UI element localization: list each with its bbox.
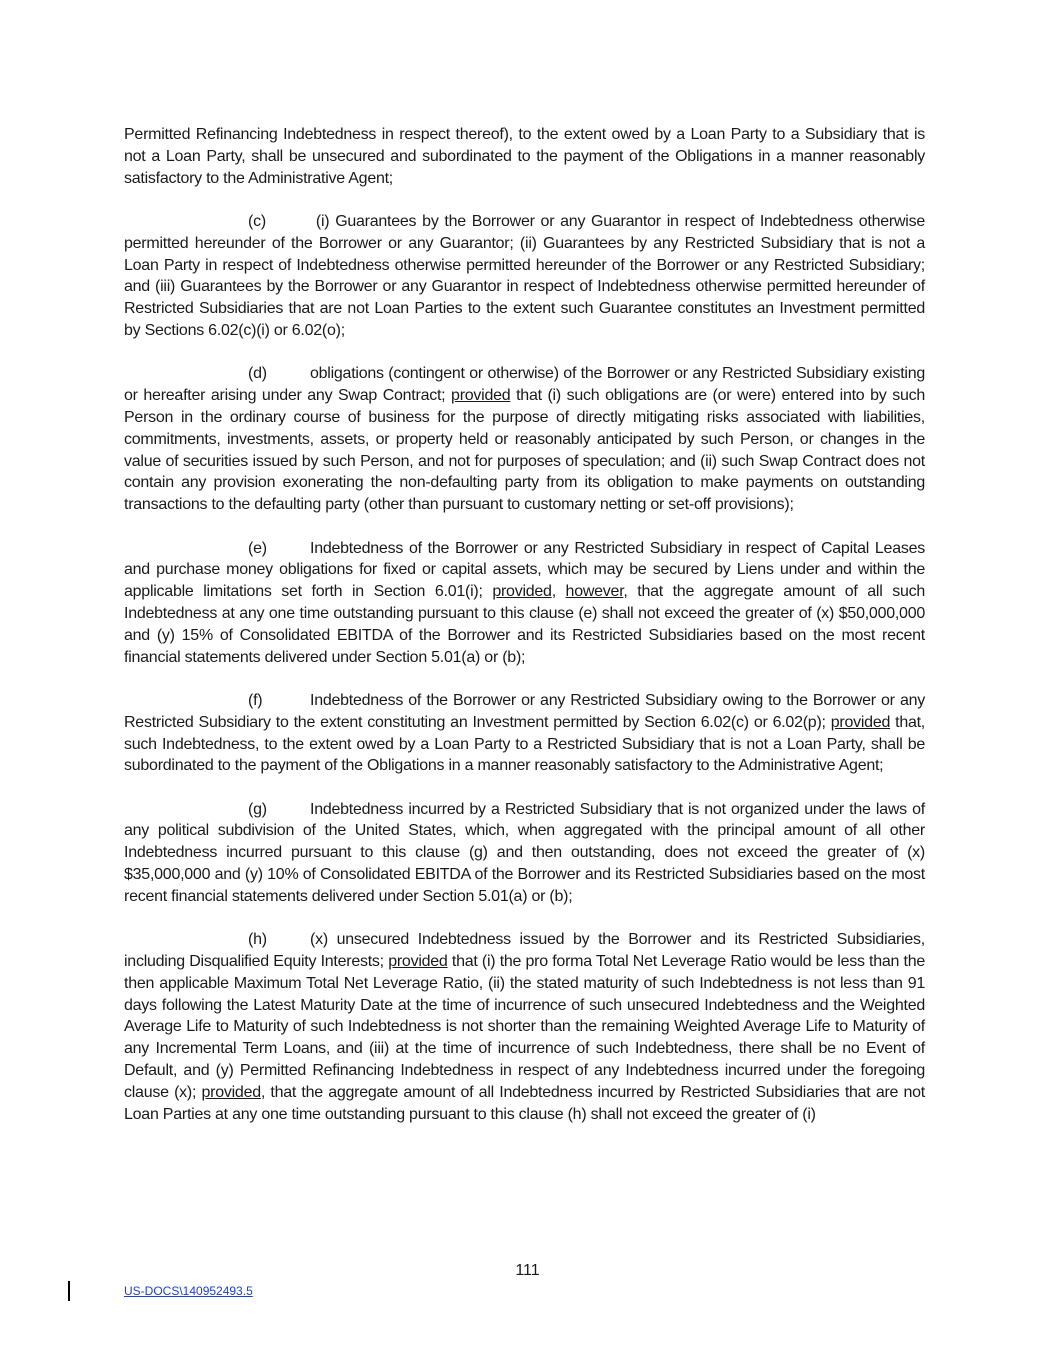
intro-text: Permitted Refinancing Indebtedness in respect thereof), to the extent owed by a Loan Party to a Subsidiary that is not a Loan Party, shall be unsecured and subordinated to the payment of the Obligations in a manner reasonably satisfactory to the Administrative Agent; — [124, 126, 925, 187]
clause-g-text: Indebtedness incurred by a Restricted Subsidiary that is not organized under the laws of any political subdivision of the United States, which, when aggregated with the principal amount of all other Indebtedness incurred pursuant to this clause (g) and then outstanding, does not exceed the greater of (x) $35,000,000 and (y) 10% of Consolidated EBITDA of the Borrower and its Restricted Subsidiaries based on the most recent financial statements delivered under Section 5.01(a) or (b); — [124, 800, 925, 905]
clause-f-paragraph — [124, 690, 925, 777]
clause-f-text-2: that, such Indebtedness, to the extent owed by a Loan Party to a Restricted Subsidiary that is not a Loan Party, shall be subordinated to the payment of the Obligations in a manner reasonably satisfactory to the Administrative Agent; — [124, 713, 926, 775]
clause-d-provided: provided — [451, 387, 511, 405]
clause-f-text-1: Indebtedness of the Borrower or any Restricted Subsidiary owing to the Borrower or any Restricted Subsidiary to the extent constituting an Investment permitted by Section 6.02(c) or 6.02(p); — [124, 691, 925, 731]
clause-d-text-1: obligations (contingent or otherwise) of the Borrower or any Restricted Subsidiary existing or hereafter arising under any Swap Contract; — [124, 365, 925, 405]
clause-e-text-1: Indebtedness of the Borrower or any Restricted Subsidiary in respect of Capital Leases and purchase money obligations for fixed or capital assets, which may be secured by Liens under and within the applicable limitations set forth in Section 6.01(i); — [124, 539, 925, 601]
clause-c-text: (i) Guarantees by the Borrower or any Guarantor in respect of Indebtedness otherwise permitted hereunder of the Borrower or any Guarantor; (ii) Guarantees by any Restricted Subsidiary that is not a Loan Party in respect of Indebtedness otherwise permitted hereunder of the Borrower or any Restricted Subsidiary; and (iii) Guarantees by the Borrower or any Guarantor in respect of Indebtedness otherwise permitted hereunder of Restricted Subsidiaries that are not Loan Parties to the extent such Guarantee constitutes an Investment permitted by Sections 6.02(c)(i) or 6.02(o); — [124, 212, 925, 339]
clause-d-text-2: that (i) such obligations are (or were) entered into by such Person in the ordinary course of business for the purpose of directly mitigating risks associated with liabilities, commitments, investments, assets, or property held or reasonably anticipated by such Person, or changes in the value of securities issued by such Person, and not for purposes of speculation; and (ii) such Swap Contract does not contain any provision exonerating the non-defaulting party from its obligation to make payments on outstanding transactions to the defaulting party (other than pursuant to customary netting or set-off provisions); — [124, 387, 926, 514]
clause-h-provided-1: provided — [388, 953, 448, 971]
clause-e-text-2: , — [551, 583, 566, 601]
page-number: 111 — [515, 1262, 540, 1279]
clause-h-text-3: , that the aggregate amount of all Indebtedness incurred by Restricted Subsidiaries that are not Loan Parties at any one time outstanding pursuant to this clause (h) shall not exceed the greater of (i) — [124, 1083, 926, 1123]
clause-c-label: (c) — [248, 212, 266, 230]
clause-h-text-1: (x) unsecured Indebtedness issued by the Borrower and its Restricted Subsidiaries, including Disqualified Equity Interests; — [124, 931, 925, 971]
clause-e-however: however — [565, 583, 624, 601]
intro-paragraph — [124, 124, 925, 189]
clause-h-provided-2: provided — [201, 1083, 261, 1101]
clause-g-paragraph — [124, 799, 925, 908]
clause-e-label: (e) — [248, 539, 267, 557]
document-id-link[interactable]: US-DOCS\140952493.5 — [124, 1284, 253, 1298]
clause-f-label: (f) — [248, 691, 263, 709]
clause-f-provided: provided — [830, 713, 891, 731]
clause-h-text-2: that (i) the pro forma Total Net Leverage Ratio would be less than the then applicable Maximum Total Net Leverage Ratio, (ii) the stated maturity of such Indebtedness is not less than 91 days following the Latest Maturity Date at the time of incurrence of such unsecured Indebtedness and the Weighted Average Life to Maturity of such Indebtedness is not shorter than the remaining Weighted Average Life to Maturity of any Incremental Term Loans, and (iii) at the time of incurrence of such Indebtedness, there shall be no Event of Default, and (y) Permitted Refinancing Indebtedness in respect of any Indebtedness incurred under the foregoing clause (x); — [124, 953, 925, 1101]
clause-h-label: (h) — [248, 931, 267, 949]
document-body — [124, 124, 925, 1147]
clause-d-paragraph — [124, 363, 925, 516]
revision-bar — [68, 1281, 70, 1301]
clause-g-label: (g) — [248, 800, 267, 818]
clause-e-text-3: , that the aggregate amount of all such Indebtedness at any one time outstanding pursuant to this clause (e) shall not exceed the greater of (x) $50,000,000 and (y) 15% of Consolidated EBITDA of the Borrower and its Restricted Subsidiaries based on the most recent financial statements delivered under Section 5.01(a) or (b); — [124, 583, 925, 666]
clause-c-paragraph — [124, 211, 925, 342]
clause-d-label: (d) — [248, 365, 267, 383]
clause-e-paragraph — [124, 538, 925, 669]
clause-h-paragraph — [124, 929, 925, 1125]
clause-e-provided: provided — [492, 583, 552, 601]
